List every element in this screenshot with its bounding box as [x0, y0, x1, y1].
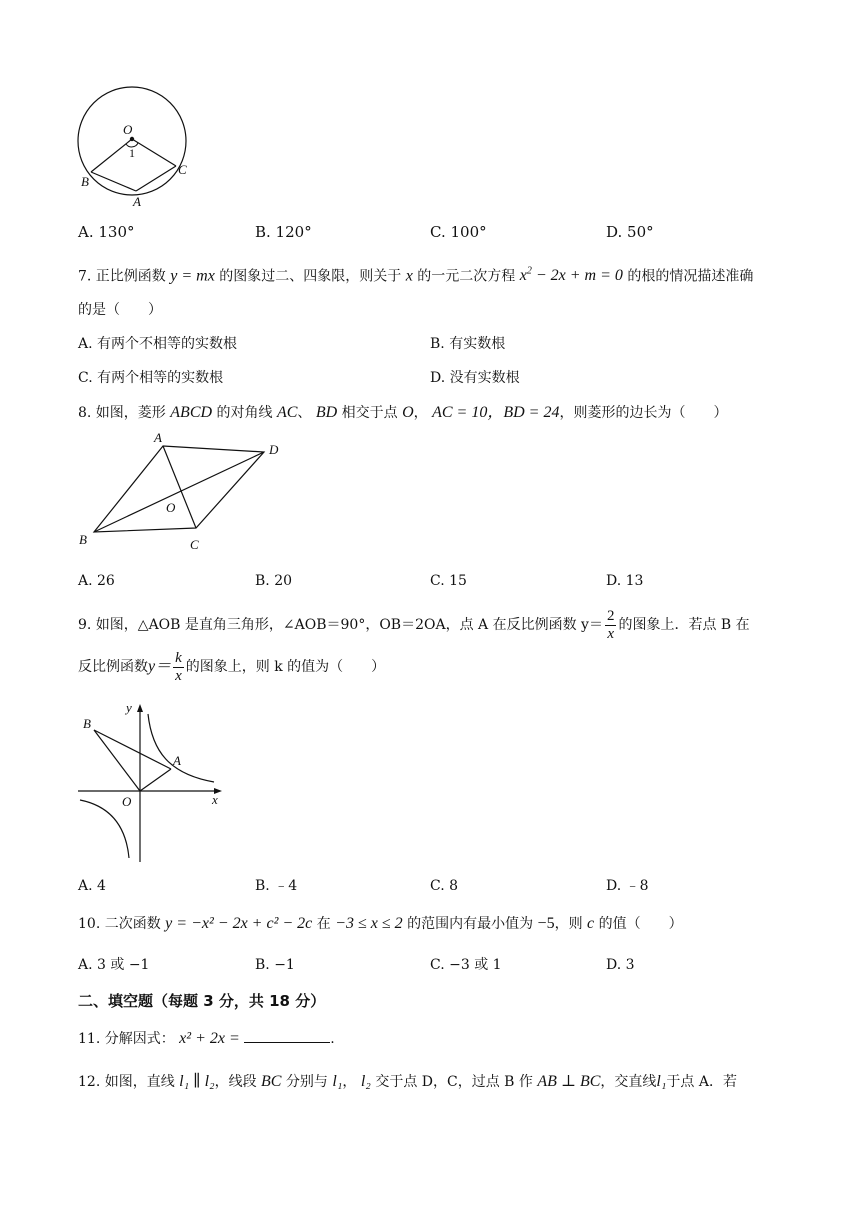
q9-stem-line2: 反比例函数y＝ $\frac{k}{x}$ 的图象上，则 k 的值为（ ） — [78, 649, 386, 684]
q8-option-c: C. 15 — [430, 573, 467, 589]
rhombus-figure — [74, 432, 294, 557]
q7-stem-line1: 7. 正比例函数 y = mx 的图象过二、四象限，则关于 x 的一元二次方程 $x^2 - 2x + m = 0$ 的根的情况描述准确 — [78, 266, 754, 285]
q6-option-a: A. 130° — [78, 223, 135, 241]
q10-option-a: A. 3 或 −1 — [78, 957, 150, 973]
section-heading-fill-in: 二、填空题（每题 3 分，共 18 分） — [78, 992, 326, 1010]
q8-option-d: D. 13 — [606, 573, 644, 589]
rhombus — [94, 446, 264, 532]
q7-option-a: A. 有两个不相等的实数根 — [78, 336, 238, 352]
segment-ab — [94, 730, 171, 769]
label-b: B — [79, 532, 87, 547]
label-b: B — [83, 716, 91, 731]
segment-ac — [136, 166, 176, 191]
label-a: A — [133, 194, 141, 209]
label-d: D — [269, 442, 279, 457]
label-c: C — [190, 537, 199, 552]
q9-stem-line1: 9. 如图，△AOB 是直角三角形，∠AOB＝90°，OB＝2OA，点 A 在反比例函数 y＝ $\frac{2}{x}$ 的图象上．若点 B 在 — [78, 607, 750, 642]
circle-figure — [70, 84, 220, 214]
q10-option-d: D. 3 — [606, 957, 635, 973]
segment-oc — [132, 139, 176, 166]
label-o: O — [123, 122, 133, 137]
q8-option-a: A. 26 — [78, 573, 115, 589]
q9-option-b: B. ﹣4 — [255, 878, 298, 894]
q11-stem: 11. 分解因式： x² + 2x = . — [78, 1030, 335, 1047]
q8-option-b: B. 20 — [255, 573, 293, 589]
segment-ob — [91, 139, 132, 172]
label-a: A — [154, 430, 162, 445]
label-c: C — [178, 162, 187, 177]
q7-option-d: D. 没有实数根 — [430, 370, 520, 386]
answer-blank — [244, 1028, 330, 1043]
label-y: y — [126, 700, 132, 715]
q10-option-c: C. −3 或 1 — [430, 957, 502, 973]
fraction-2-over-x: $\frac{2}{x}$ — [606, 607, 615, 642]
q7-option-c: C. 有两个相等的实数根 — [78, 370, 224, 386]
label-angle-1: 1 — [129, 146, 135, 160]
label-x: x — [212, 792, 218, 807]
fraction-k-over-x: $\frac{k}{x}$ — [175, 649, 182, 684]
center-point — [130, 137, 134, 141]
hyperbola-branch-1 — [148, 714, 214, 782]
diagonal-bd — [94, 452, 264, 532]
q12-stem: 12. 如图，直线 l₁ ∥ l₂，线段 BC 分别与 l₁， l₂ 交于点 D，C，过点 B 作 AB ⊥ BC，交直线l₁于点 A．若 — [78, 1073, 737, 1090]
segment-ba — [91, 172, 136, 191]
label-o: O — [166, 500, 176, 515]
q9-option-c: C. 8 — [430, 878, 459, 894]
q6-option-d: D. 50° — [606, 223, 654, 241]
label-a: A — [173, 753, 181, 768]
label-b: B — [81, 174, 89, 189]
q6-option-b: B. 120° — [255, 223, 312, 241]
hyperbola-figure — [74, 696, 234, 866]
q7-stem-line2: 的是（ ） — [78, 302, 162, 318]
q9-option-d: D. ﹣8 — [606, 878, 649, 894]
q6-option-c: C. 100° — [430, 223, 487, 241]
segment-ob — [94, 730, 140, 791]
q9-option-a: A. 4 — [78, 878, 106, 894]
q10-option-b: B. −1 — [255, 957, 295, 973]
label-o: O — [122, 794, 132, 809]
y-axis-arrow — [137, 704, 143, 712]
diagonal-ac — [163, 446, 196, 528]
segment-oa — [140, 769, 171, 791]
q8-stem: 8. 如图，菱形 ABCD 的对角线 AC、 BD 相交于点 O， AC = 10，BD = 24，则菱形的边长为（ ） — [78, 404, 728, 421]
q7-option-b: B. 有实数根 — [430, 336, 506, 352]
q10-stem: 10. 二次函数 y = −x² − 2x + c² − 2c 在 −3 ≤ x ≤ 2 的范围内有最小值为 −5，则 c 的值（ ） — [78, 915, 683, 932]
